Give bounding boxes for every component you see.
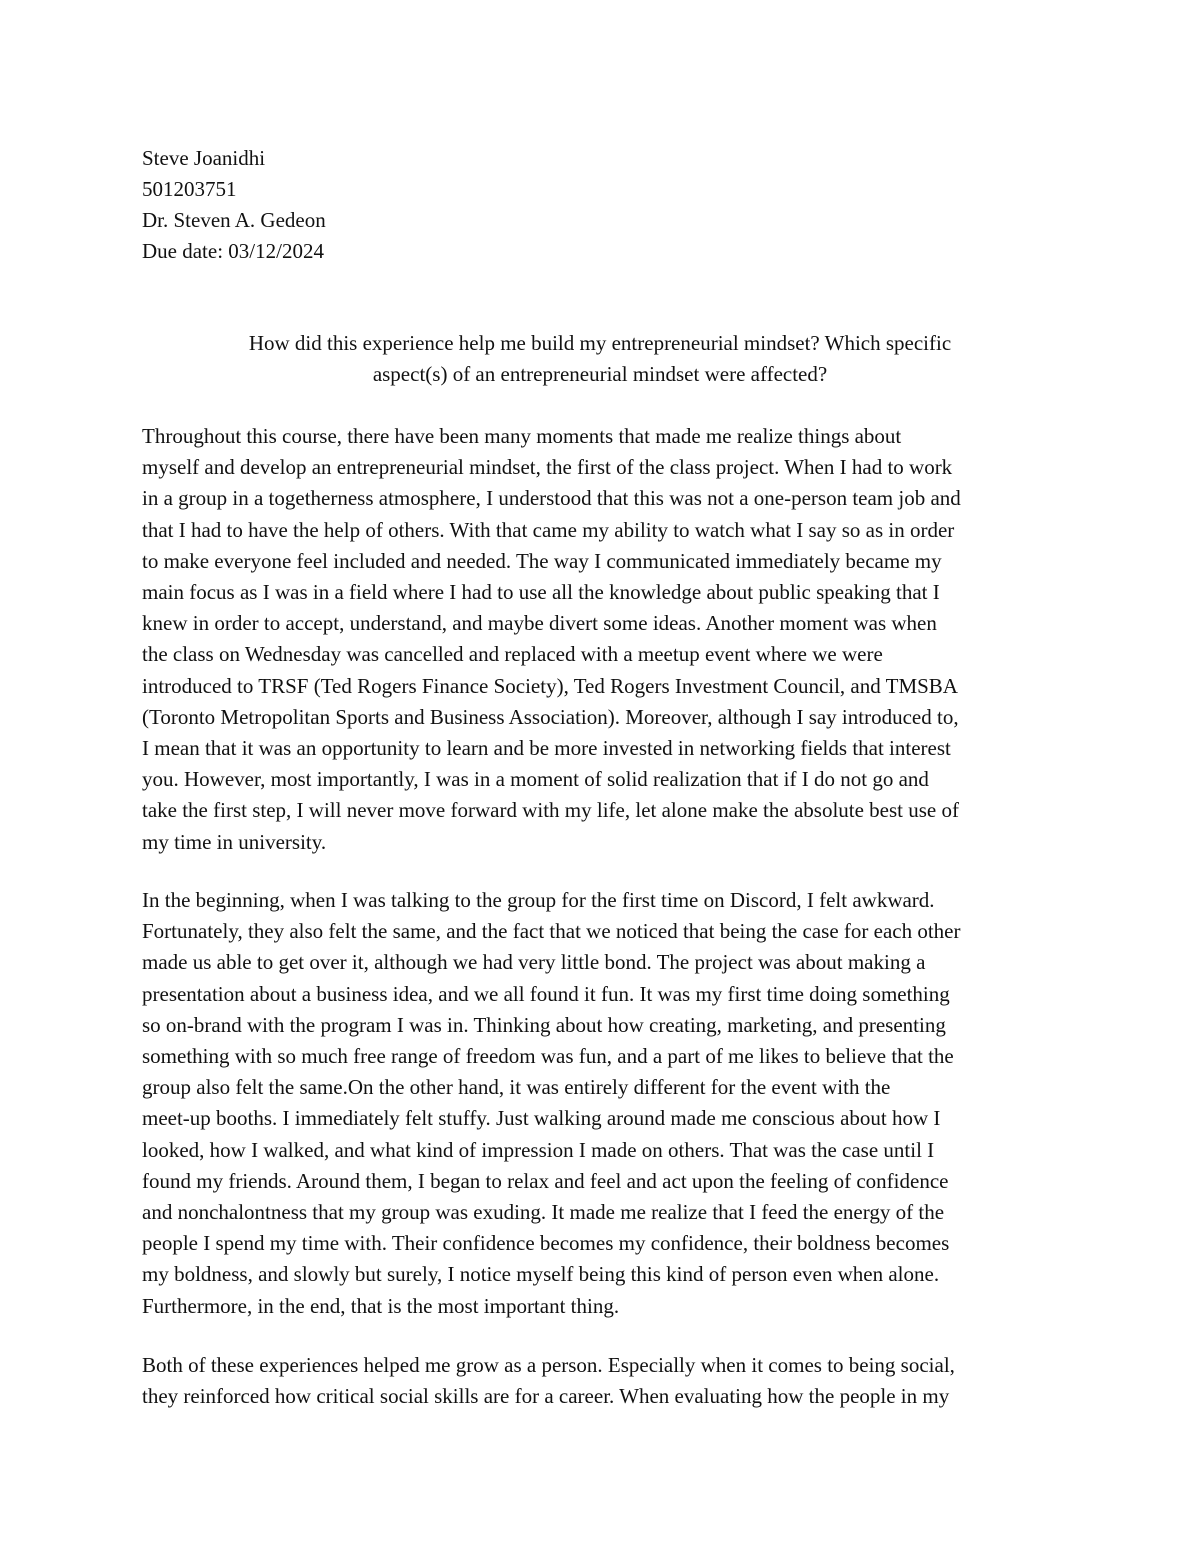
student-name: Steve Joanidhi [142,146,266,170]
text-line: group also felt the same.On the other hand, it was entirely different for the event with the [142,1075,891,1100]
text-line: my time in university. [142,829,327,854]
text-line: and nonchalontness that my group was exuding. It made me realize that I feed the energy of the [142,1200,945,1225]
text-line: introduced to TRSF (Ted Rogers Finance Society), Ted Rogers Investment Council, and TMSBA [142,673,958,698]
text-line: presentation about a business idea, and we all found it fun. It was my first time doing something [142,981,950,1006]
text-line: my boldness, and slowly but surely, I notice myself being this kind of person even when alone. [142,1262,940,1287]
student-id: 501203751 [142,177,237,201]
instructor-name: Dr. Steven A. Gedeon [142,208,326,232]
text-line: made us able to get over it, although we had very little bond. The project was about making a [142,950,926,975]
text-line: looked, how I walked, and what kind of impression I made on others. That was the case until I [142,1137,935,1162]
text-line: meet-up booths. I immediately felt stuffy. Just walking around made me conscious about how I [142,1106,941,1131]
text-line: In the beginning, when I was talking to the group for the first time on Discord, I felt awkward. [142,888,935,912]
text-line: so on-brand with the program I was in. Thinking about how creating, marketing, and presenting [142,1012,946,1037]
student-header [142,143,326,267]
text-line: that I had to have the help of others. With that came my ability to watch what I say so as in order [142,517,955,542]
text-line: something with so much free range of freedom was fun, and a part of me likes to believe that the [142,1044,954,1069]
title-line: How did this experience help me build my entrepreneurial mindset? Which specific [248,331,952,355]
text-line: they reinforced how critical social skills are for a career. When evaluating how the people in my [142,1384,950,1409]
text-line: Both of these experiences helped me grow as a person. Especially when it comes to being social, [142,1353,955,1377]
paragraph-1 [142,421,1072,858]
text-line: found my friends. Around them, I began to relax and feel and act upon the feeling of confidence [142,1168,949,1193]
text-line: in a group in a togetherness atmosphere, I understood that this was not a one-person team job and [142,486,961,511]
text-line: the class on Wednesday was cancelled and replaced with a meetup event where we were [142,642,883,667]
text-line: Furthermore, in the end, that is the most important thing. [142,1293,620,1318]
text-line: Throughout this course, there have been many moments that made me realize things about [142,424,902,448]
paragraph-2 [142,885,1072,1322]
text-line: I mean that it was an opportunity to learn and be more invested in networking fields that interest [142,736,951,761]
text-line: you. However, most importantly, I was in a moment of solid realization that if I do not go and [142,767,929,792]
title-line: aspect(s) of an entrepreneurial mindset were affected? [372,362,828,386]
paragraph-3 [142,1350,1072,1412]
text-line: myself and develop an entrepreneurial mindset, the first of the class project. When I had to work [142,455,953,480]
text-line: knew in order to accept, understand, and maybe divert some ideas. Another moment was when [142,611,937,636]
due-date: Due date: 03/12/2024 [142,239,324,263]
text-line: to make everyone feel included and needed. The way I communicated immediately became my [142,548,942,573]
text-line: people I spend my time with. Their confidence becomes my confidence, their boldness becomes [142,1231,950,1256]
text-line: (Toronto Metropolitan Sports and Business Association). Moreover, although I say introduced to, [142,704,959,729]
essay-prompt-title [142,328,1058,390]
text-line: take the first step, I will never move forward with my life, let alone make the absolute best use of [142,798,960,823]
text-line: Fortunately, they also felt the same, and the fact that we noticed that being the case for each other [142,919,961,944]
text-line: main focus as I was in a field where I had to use all the knowledge about public speaking that I [142,580,940,605]
